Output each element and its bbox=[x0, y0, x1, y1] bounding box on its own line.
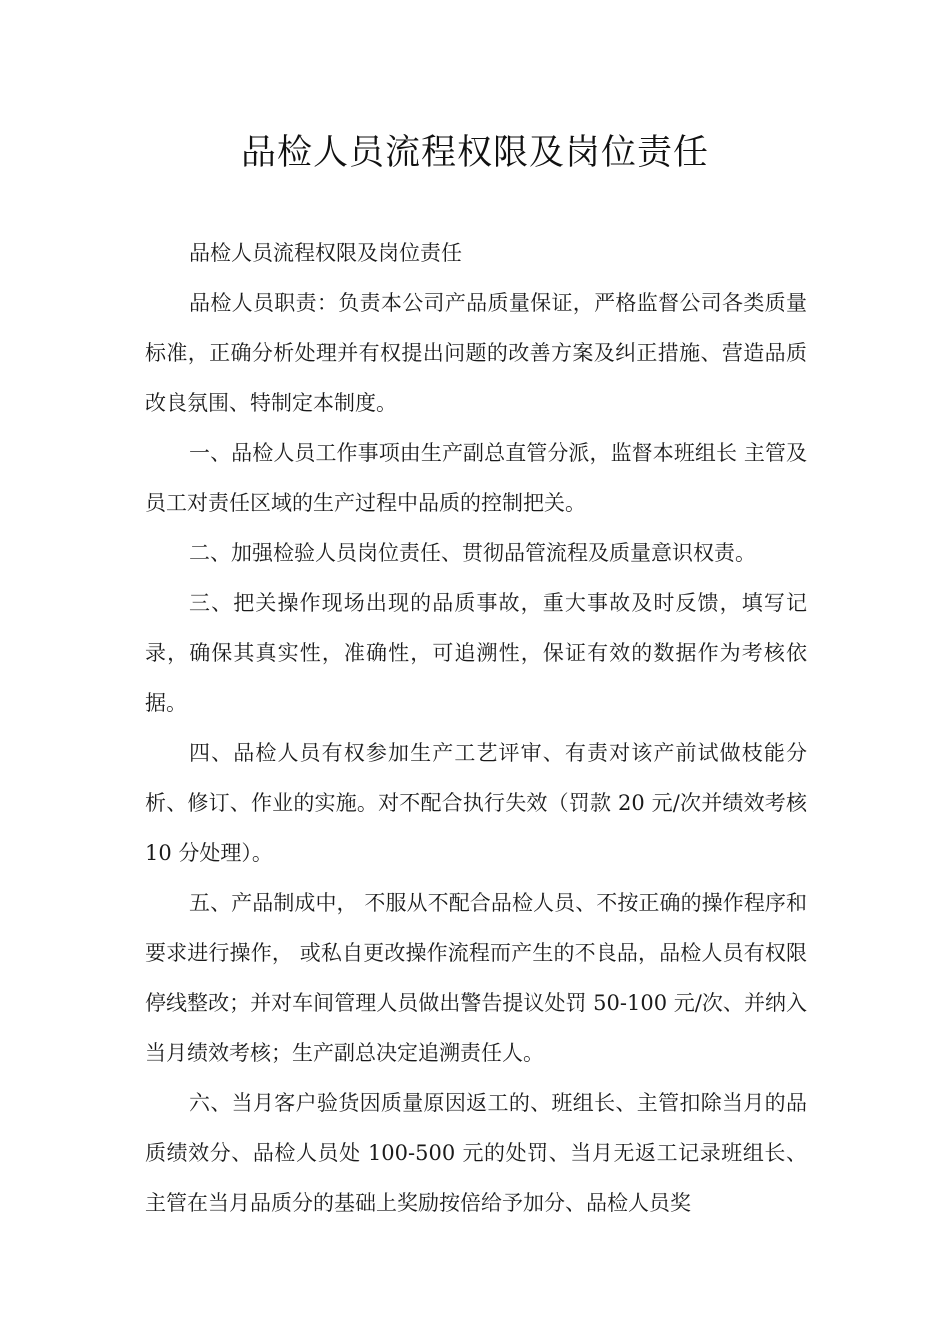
document-title: 品检人员流程权限及岗位责任 bbox=[240, 133, 709, 173]
paragraph-item-6: 六、当月客户验货因质量原因返工的、班组长、主管扣除当月的品质绩效分、品检人员处 100-500 元的处罚、当月无返工记录班组长、主管在当月品质分的基础上奖励按倍给予加分、品检人员奖 bbox=[145, 1091, 807, 1215]
paragraph-heading: 品检人员流程权限及岗位责任 bbox=[189, 241, 462, 265]
document-body bbox=[145, 228, 807, 1228]
paragraph-item-2: 二、加强检验人员岗位责任、贯彻品管流程及质量意识权责。 bbox=[189, 541, 756, 565]
paragraph-item-1: 一、品检人员工作事项由生产副总直管分派，监督本班组长 主管及员工对责任区域的生产过程中品质的控制把关。 bbox=[145, 441, 807, 515]
paragraph-duties: 品检人员职责：负责本公司产品质量保证，严格监督公司各类质量标准，正确分析处理并有权提出问题的改善方案及纠正措施、营造品质改良氛围、特制定本制度。 bbox=[145, 291, 807, 415]
paragraph-item-5: 五、产品制成中， 不服从不配合品检人员、不按正确的操作程序和要求进行操作， 或私自更改操作流程而产生的不良品，品检人员有权限停线整改；并对车间管理人员做出警告提议处罚 50-100 元/次、并纳入当月绩效考核；生产副总决定追溯责任人。 bbox=[145, 891, 807, 1065]
paragraph-item-4: 四、品检人员有权参加生产工艺评审、有责对该产前试做枝能分析、修订、作业的实施。对不配合执行失效（罚款 20 元/次并绩效考核 10 分处理）。 bbox=[145, 741, 807, 865]
paragraph-item-3: 三、把关操作现场出现的品质事故，重大事故及时反馈，填写记录，确保其真实性，准确性，可追溯性，保证有效的数据作为考核依据。 bbox=[145, 591, 807, 715]
